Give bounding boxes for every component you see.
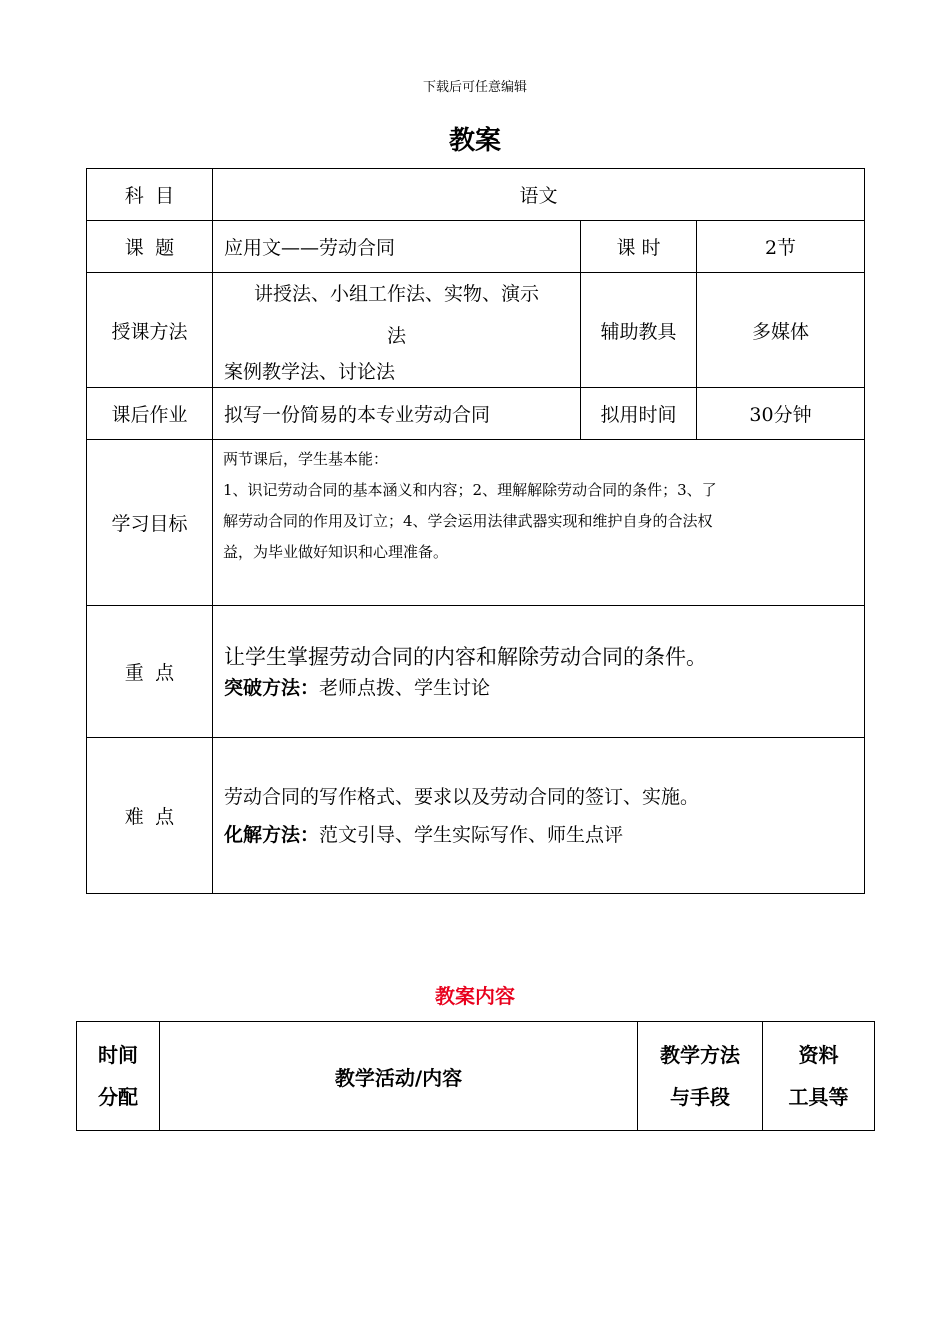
subject-value: 语文 (213, 169, 865, 221)
method-line: 法 (386, 325, 406, 347)
diff-method-text: 范文引导、学生实际写作、师生点评 (319, 823, 624, 846)
row-subject (87, 169, 865, 221)
document-title: 教案 (448, 126, 501, 156)
topic-label: 课题 (87, 221, 213, 273)
key-method-label: 突破方法： (224, 676, 320, 699)
key-method-text: 老师点拨、学生讨论 (319, 676, 491, 699)
hours-value: 2节 (697, 221, 865, 273)
homework-label: 课后作业 (87, 388, 213, 440)
header-note: 下载后可任意编辑 (422, 80, 527, 95)
diff-method-label: 化解方法： (224, 823, 320, 846)
col-method-line: 教学方法 (660, 1043, 740, 1067)
col-materials-line: 工具等 (788, 1085, 849, 1109)
aids-value: 多媒体 (697, 273, 865, 388)
col-time-line: 分配 (98, 1085, 138, 1109)
homework-value: 拟写一份简易的本专业劳动合同 (213, 388, 581, 440)
goals-line: 益，为毕业做好知识和心理准备。 (223, 543, 449, 561)
row-method (87, 273, 865, 388)
difficulty-label: 难点 (87, 738, 213, 894)
key-point-label: 重点 (87, 606, 213, 738)
goals-value (213, 440, 865, 606)
content-header-row (77, 1022, 875, 1131)
col-time-line: 时间 (98, 1043, 138, 1067)
col-method-line: 与手段 (670, 1085, 730, 1109)
time-label: 拟用时间 (581, 388, 697, 440)
row-difficulty (87, 738, 865, 894)
aids-label: 辅助教具 (581, 273, 697, 388)
difficulty-value (213, 738, 865, 894)
goals-line: 两节课后，学生基本能： (223, 450, 389, 468)
difficulty-method (224, 816, 864, 854)
section-title: 教案内容 (435, 984, 515, 1008)
method-value (213, 273, 581, 388)
hours-label: 课 时 (581, 221, 697, 273)
time-value: 30分钟 (697, 388, 865, 440)
col-time-allocation (77, 1022, 160, 1131)
topic-value: 应用文——劳动合同 (213, 221, 581, 273)
col-activity-content: 教学活动/内容 (160, 1022, 638, 1131)
key-point-text: 让学生掌握劳动合同的内容和解除劳动合同的条件。 (224, 644, 707, 669)
method-line: 案例教学法、讨论法 (224, 361, 396, 383)
row-topic (87, 221, 865, 273)
lesson-content-table (76, 1021, 875, 1131)
key-point-value (213, 606, 865, 738)
lesson-info-table (86, 168, 865, 894)
method-label: 授课方法 (87, 273, 213, 388)
row-key-point (87, 606, 865, 738)
difficulty-text: 劳动合同的写作格式、要求以及劳动合同的签订、实施。 (224, 785, 700, 808)
row-homework (87, 388, 865, 440)
col-method (638, 1022, 763, 1131)
row-goals (87, 440, 865, 606)
key-point-method (224, 673, 864, 703)
col-materials (763, 1022, 875, 1131)
subject-label: 科目 (87, 169, 213, 221)
goals-line: 解劳动合同的作用及订立；4、学会运用法律武器实现和维护自身的合法权 (223, 512, 713, 530)
col-materials-line: 资料 (798, 1043, 839, 1067)
goals-line: 1、识记劳动合同的基本涵义和内容；2、理解解除劳动合同的条件；3、了 (223, 481, 717, 499)
goals-label: 学习目标 (87, 440, 213, 606)
method-line: 讲授法、小组工作法、实物、演示 (253, 283, 539, 305)
